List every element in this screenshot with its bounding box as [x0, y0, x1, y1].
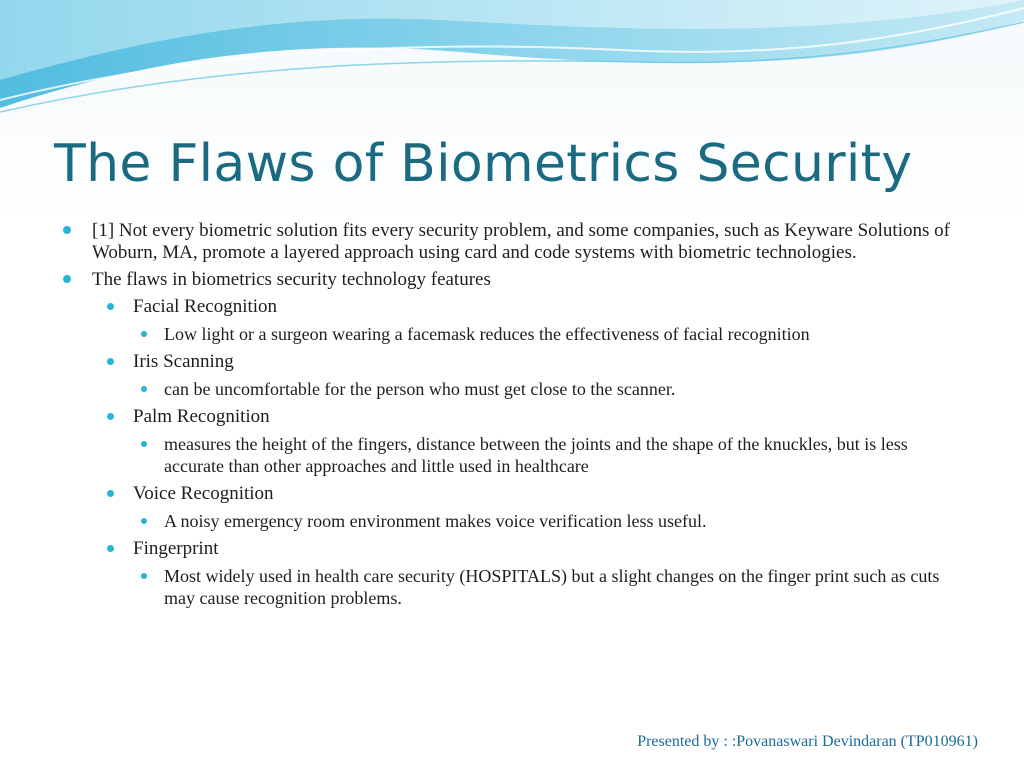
- sub-heading: Facial Recognition: [133, 296, 278, 317]
- header-wave-decoration: [0, 0, 1024, 120]
- bullet-icon: [107, 303, 114, 310]
- detail-text: measures the height of the fingers, distance between the joints and the shape of the knuckles, but is less accurate than other approaches and little used in healthcare: [164, 434, 908, 476]
- detail-item: [60, 378, 970, 400]
- detail-text: Low light or a surgeon wearing a facemask reduces the effectiveness of facial recognition: [164, 324, 810, 344]
- sub-list-item: [60, 538, 970, 560]
- bullet-icon: [141, 573, 147, 579]
- sub-list-item: [60, 351, 970, 373]
- sub-list-item: [60, 296, 970, 318]
- bullet-text: The flaws in biometrics security technology features: [92, 269, 491, 290]
- detail-item: [60, 510, 970, 532]
- bullet-text: [1] Not every biometric solution fits every security problem, and some companies, such as Keyware Solutions of Woburn, MA, promote a layered approach using card and code systems with biometric technologies.: [92, 220, 950, 263]
- presenter-footer: Presented by : :Povanaswari Devindaran (TP010961): [637, 733, 978, 750]
- bullet-icon: [63, 226, 71, 234]
- detail-item: [60, 433, 970, 477]
- list-item: [60, 220, 970, 264]
- sub-heading: Voice Recognition: [133, 483, 274, 504]
- bullet-icon: [141, 518, 147, 524]
- list-item: [60, 269, 970, 291]
- sub-list-item: [60, 483, 970, 505]
- bullet-icon: [107, 413, 114, 420]
- sub-heading: Iris Scanning: [133, 351, 234, 372]
- detail-text: can be uncomfortable for the person who must get close to the scanner.: [164, 379, 676, 399]
- detail-item: [60, 323, 970, 345]
- bullet-icon: [141, 331, 147, 337]
- bullet-icon: [63, 275, 71, 283]
- detail-item: [60, 565, 970, 609]
- bullet-icon: [141, 386, 147, 392]
- bullet-icon: [107, 545, 114, 552]
- sub-heading: Fingerprint: [133, 538, 219, 559]
- bullet-list: [60, 220, 970, 615]
- bullet-icon: [141, 441, 147, 447]
- detail-text: Most widely used in health care security (HOSPITALS) but a slight changes on the finger print such as cuts may cause recognition problems.: [164, 566, 940, 608]
- bullet-icon: [107, 358, 114, 365]
- detail-text: A noisy emergency room environment makes voice verification less useful.: [164, 511, 707, 531]
- sub-heading: Palm Recognition: [133, 406, 270, 427]
- bullet-icon: [107, 490, 114, 497]
- slide-title: The Flaws of Biometrics Security: [54, 134, 913, 194]
- sub-list-item: [60, 406, 970, 428]
